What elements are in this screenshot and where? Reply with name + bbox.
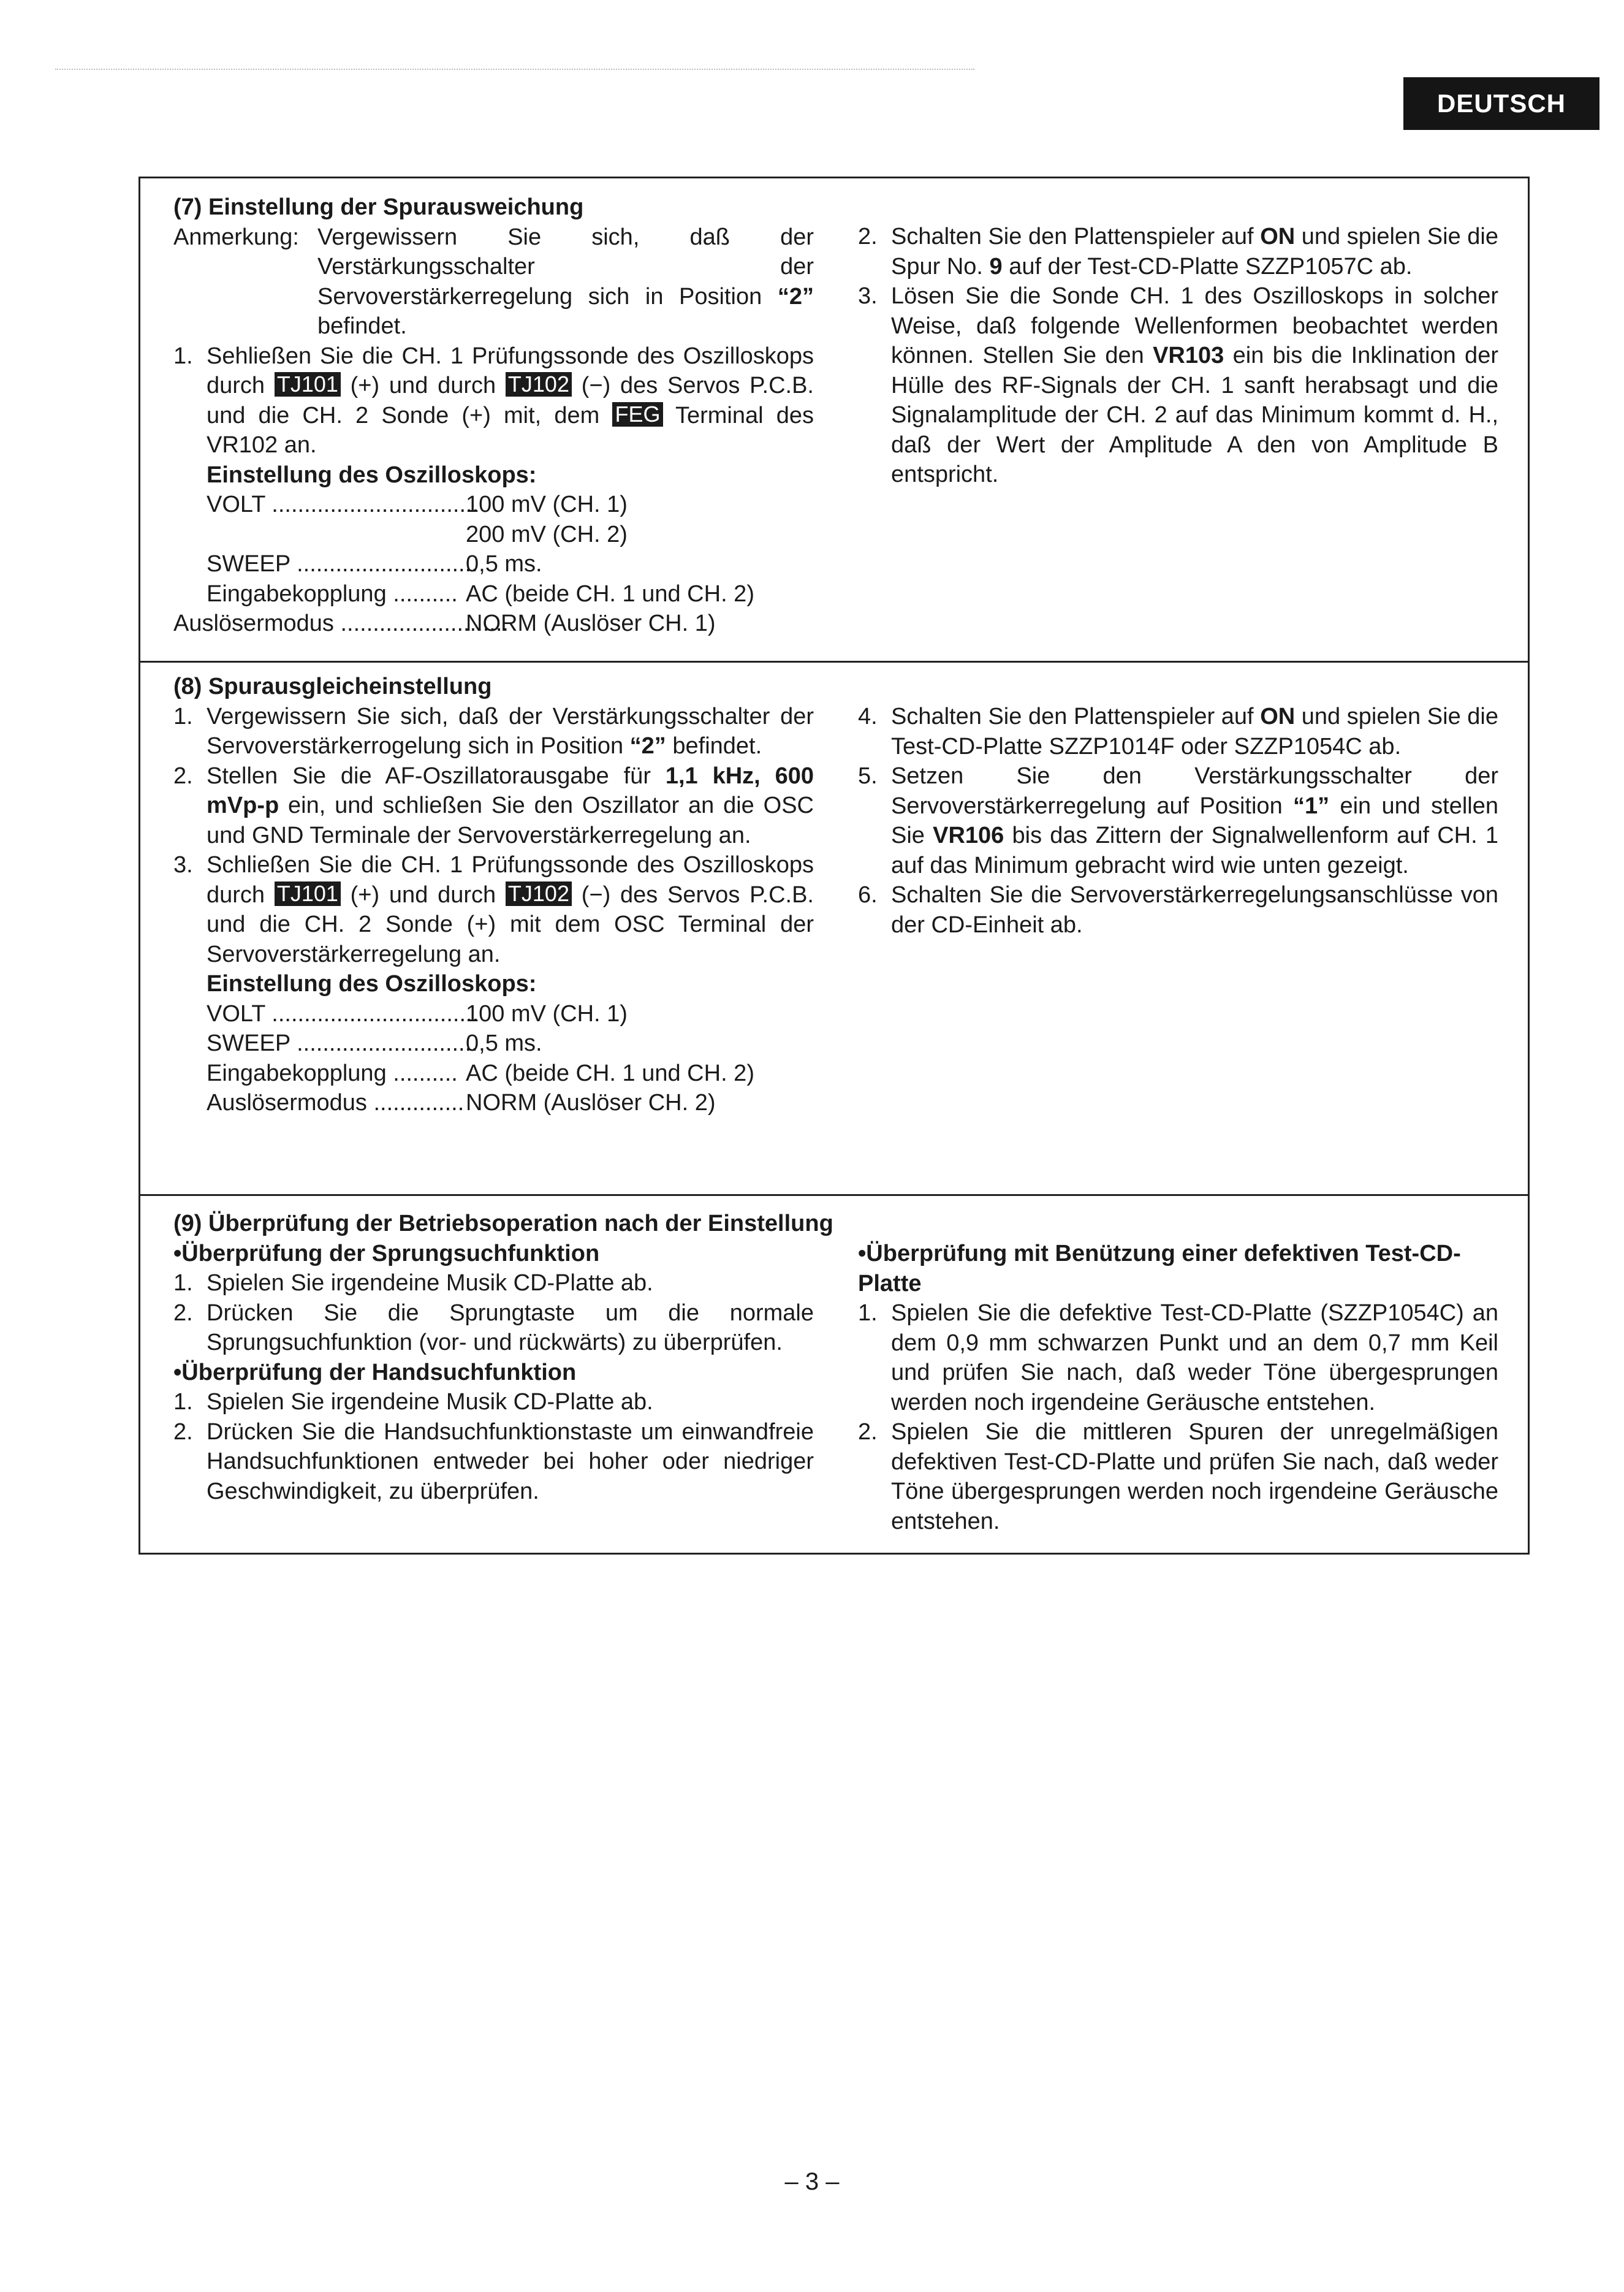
tj101-tag: TJ101 bbox=[275, 372, 341, 397]
section-divider-7-8 bbox=[138, 661, 1530, 663]
section-7-step-2: 2. Schalten Sie den Plattenspieler auf ON und spielen Sie die Spur No. 9 auf der Test-CD-Platte SZZP1057C ab. bbox=[858, 224, 1498, 280]
section-8-right bbox=[858, 702, 1498, 940]
section-9-right bbox=[858, 1239, 1498, 1536]
language-tab: DEUTSCH bbox=[1403, 77, 1599, 130]
section-divider-8-9 bbox=[138, 1194, 1530, 1196]
tj102-tag: TJ102 bbox=[506, 881, 572, 906]
section-8-title: (8) Spurausgleicheinstellung bbox=[173, 674, 492, 699]
section-8-step-2: 2. Stellen Sie die AF-Oszillatorausgabe für 1,1 kHz, 600 mVp-p ein, und schließen Sie den Oszillator an die OSC und GND Terminale der Servoverstärkerregelung an. bbox=[173, 763, 814, 848]
section-7-left bbox=[173, 192, 814, 639]
section-8-step-6: 6. Schalten Sie die Servoverstärkerregelungsanschlüsse von der CD-Einheit ab. bbox=[858, 882, 1498, 938]
section-7-right bbox=[858, 222, 1498, 490]
skip-search-step-2: 2. Drücken Sie die Sprungtaste um die normale Sprungsuchfunktion (vor- und rückwärts) zu überprüfen. bbox=[173, 1300, 814, 1355]
tj102-tag: TJ102 bbox=[506, 372, 572, 397]
feg-tag: FEG bbox=[612, 402, 662, 427]
section-7-step-1: 1. Sehließen Sie die CH. 1 Prüfungssonde des Oszilloskops durch TJ101 (+) und durch TJ102 (−) des Servos P.C.B. und die CH. 2 Sonde (+) mit, dem FEG Terminal des VR102 an. bbox=[173, 343, 814, 458]
scan-artifact-line bbox=[55, 69, 974, 70]
section-9-left bbox=[173, 1209, 833, 1506]
skip-search-step-1: 1. Spielen Sie irgendeine Musik CD-Platte ab. bbox=[173, 1270, 653, 1296]
section-8-step-1: 1. Vergewissern Sie sich, daß der Verstärkungsschalter der Servoverstärkerrogelung sich in Position “2” befindet. bbox=[173, 703, 814, 759]
defective-disc-step-2: 2. Spielen Sie die mittleren Spuren der unregelmäßigen defektiven Test-CD-Platte und prüfen Sie nach, daß weder Töne übergesprungen werden noch irgendeine Geräusche entstehen. bbox=[858, 1419, 1498, 1534]
section-7-note: Anmerkung: Vergewissern Sie sich, daß der Verstärkungsschalter der Servoverstärkerregelung sich in Position “2” befindet. bbox=[173, 223, 814, 341]
trigger-mode-row-7: Auslösermodus .......................... NORM (Auslöser CH. 1) bbox=[173, 611, 716, 636]
oscilloscope-settings-7: Einstellung des Oszilloskops: VOLT ................................ 100 mV (CH. 1) 200 mV (CH. 2) SWEEP ............................ 0,5 ms. Eingabekopplung .......... AC (beide CH. 1 und CH. 2) bbox=[207, 462, 754, 607]
section-7-title: (7) Einstellung der Spurausweichung bbox=[173, 194, 584, 220]
section-8-left bbox=[173, 672, 814, 1118]
check-manual-search-heading: •Überprüfung der Handsuchfunktion bbox=[173, 1359, 577, 1385]
manual-search-step-2: 2. Drücken Sie die Handsuchfunktionstaste um einwandfreie Handsuchfunktionen entweder bei hoher oder niedriger Geschwindigkeit, zu überprüfen. bbox=[173, 1418, 814, 1504]
check-defective-disc-heading: •Überprüfung mit Benützung einer defektiven Test-CD-Platte bbox=[858, 1241, 1461, 1296]
tj101-tag: TJ101 bbox=[275, 881, 341, 906]
section-7-step-3: 3. Lösen Sie die Sonde CH. 1 des Oszilloskops in solcher Weise, daß folgende Wellenformen beobachtet werden können. Stellen Sie den VR103 ein bis die Inklination der Hülle des RF-Signals der CH. 1 sanft herabsagt und die Signalamplitude der CH. 2 auf das Minimum kommt d. H., daß der Wert der Amplitude A den von Amplitude B entspricht. bbox=[858, 283, 1498, 487]
section-8-step-3: 3. Schließen Sie die CH. 1 Prüfungssonde des Oszilloskops durch TJ101 (+) und durch TJ102 (−) des Servos P.C.B. und die CH. 2 Sonde (+) mit dem OSC Terminal der Servoverstärkerregelung an. bbox=[173, 852, 814, 967]
page-number: – 3 – bbox=[784, 2168, 840, 2195]
check-skip-search-heading: •Überprüfung der Sprungsuchfunktion bbox=[173, 1240, 600, 1266]
note-label: Anmerkung: bbox=[173, 224, 299, 250]
defective-disc-step-1: 1. Spielen Sie die defektive Test-CD-Platte (SZZP1054C) an dem 0,9 mm schwarzen Punkt und an dem 0,7 mm Keil und prüfen Sie nach, daß weder Töne übergesprungen werden noch irgendeine Geräusche entstehen. bbox=[858, 1300, 1498, 1415]
section-9-title: (9) Überprüfung der Betriebsoperation nach der Einstellung bbox=[173, 1211, 833, 1236]
oscilloscope-settings-8: Einstellung des Oszilloskops: VOLT ................................ 100 mV (CH. 1) SWEEP ............................ 0,5 ms. Eingabekopplung .......... AC (beide CH. 1 und CH. 2) Auslösermodus .............. NORM (Auslöser CH. 2) bbox=[207, 971, 754, 1116]
section-8-step-5: 5. Setzen Sie den Verstärkungsschalter der Servoverstärkerregelung auf Position “1” ein und stellen Sie VR106 bis das Zittern der Signalwellenform auf CH. 1 auf das Minimum gebracht wird wie unten gezeigt. bbox=[858, 763, 1498, 878]
section-8-step-4: 4. Schalten Sie den Plattenspieler auf ON und spielen Sie die Test-CD-Platte SZZP1014F oder SZZP1054C ab. bbox=[858, 704, 1498, 760]
manual-search-step-1: 1. Spielen Sie irgendeine Musik CD-Platte ab. bbox=[173, 1389, 653, 1415]
